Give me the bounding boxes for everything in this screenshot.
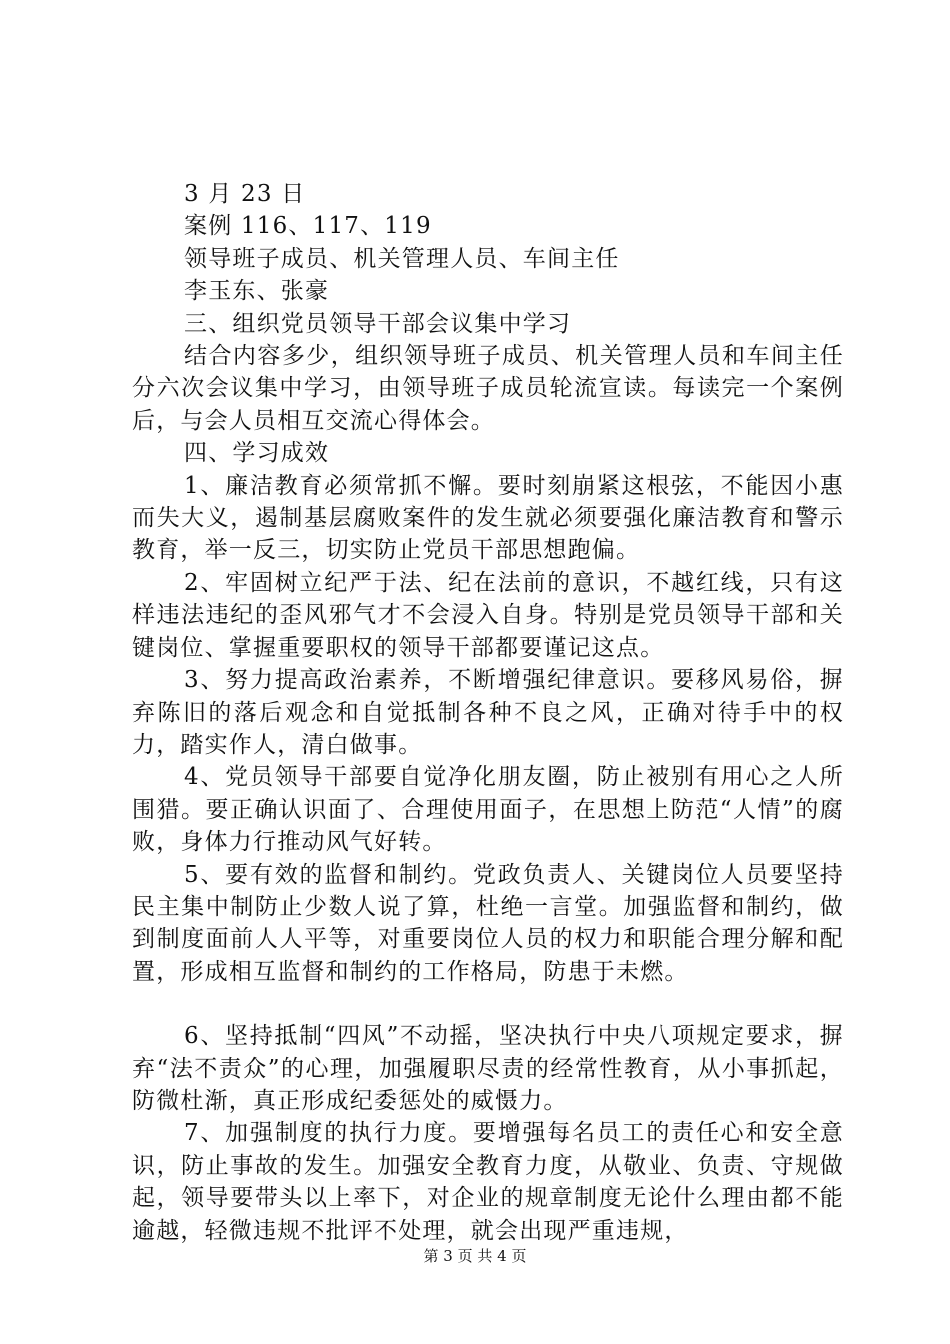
section-heading: 四、学习成效 — [184, 440, 330, 467]
list-item: 2、牢固树立纪严于法、纪在法前的意识，不越红线，只有这样违法违纪的歪风邪气才不会浸入自身。特别是党员领导干部和关键岗位、掌握重要职权的领导干部都要谨记这点。 — [132, 569, 844, 661]
list-item: 7、加强制度的执行力度。要增强每名员工的责任心和安全意识，防止事故的发生。加强安全教育力度，从敬业、负责、守规做起，领导要带头以上率下，对企业的规章制度无论什么理由都不能逾越，轻微违规不批评不处理，就会出现严重违规， — [132, 1120, 844, 1244]
list-item: 3、努力提高政治素养，不断增强纪律意识。要移风易俗，摒弃陈旧的落后观念和自觉抵制各种不良之风，正确对待手中的权力，踏实作人，清白做事。 — [132, 667, 844, 758]
list-item: 5、要有效的监督和制约。党政负责人、关键岗位人员要坚持民主集中制防止少数人说了算，杜绝一言堂。加强监督和制约，做到制度面前人人平等，对重要岗位人员的权力和职能合理分解和配置，形成相互监督和制约的工作格局，防患于未燃。 — [132, 861, 844, 985]
date-line: 3 月 23 日 — [184, 181, 306, 207]
document-body — [132, 178, 844, 1247]
cases-line: 案例 116、117、119 — [184, 213, 432, 240]
list-item: 6、坚持抵制“四风”不动摇，坚决执行中央八项规定要求，摒弃“法不责众”的心理，加强履职尽责的经常性教育，从小事抓起，防微杜渐，真正形成纪委惩处的威慑力。 — [132, 1023, 844, 1114]
paragraph-gap — [132, 988, 844, 1020]
section-heading: 三、组织党员领导干部会议集中学习 — [184, 310, 572, 337]
paragraph: 结合内容多少，组织领导班子成员、机关管理人员和车间主任分六次会议集中学习，由领导班子成员轮流宣读。每读完一个案例后，与会人员相互交流心得体会。 — [132, 343, 844, 434]
presenters-line: 李玉东、张豪 — [184, 278, 330, 305]
page-footer: 第 3 页 共 4 页 — [423, 1247, 527, 1265]
list-item: 4、党员领导干部要自觉净化朋友圈，防止被别有用心之人所围猎。要正确认识面了、合理使用面子，在思想上防范“人情”的腐败，身体力行推动风气好转。 — [132, 764, 844, 856]
list-item: 1、廉洁教育必须常抓不懈。要时刻崩紧这根弦，不能因小惠而失大义，遏制基层腐败案件的发生就必须要强化廉洁教育和警示教育，举一反三，切实防止党员干部思想跑偏。 — [132, 472, 844, 564]
participants-line: 领导班子成员、机关管理人员、车间主任 — [184, 245, 620, 272]
